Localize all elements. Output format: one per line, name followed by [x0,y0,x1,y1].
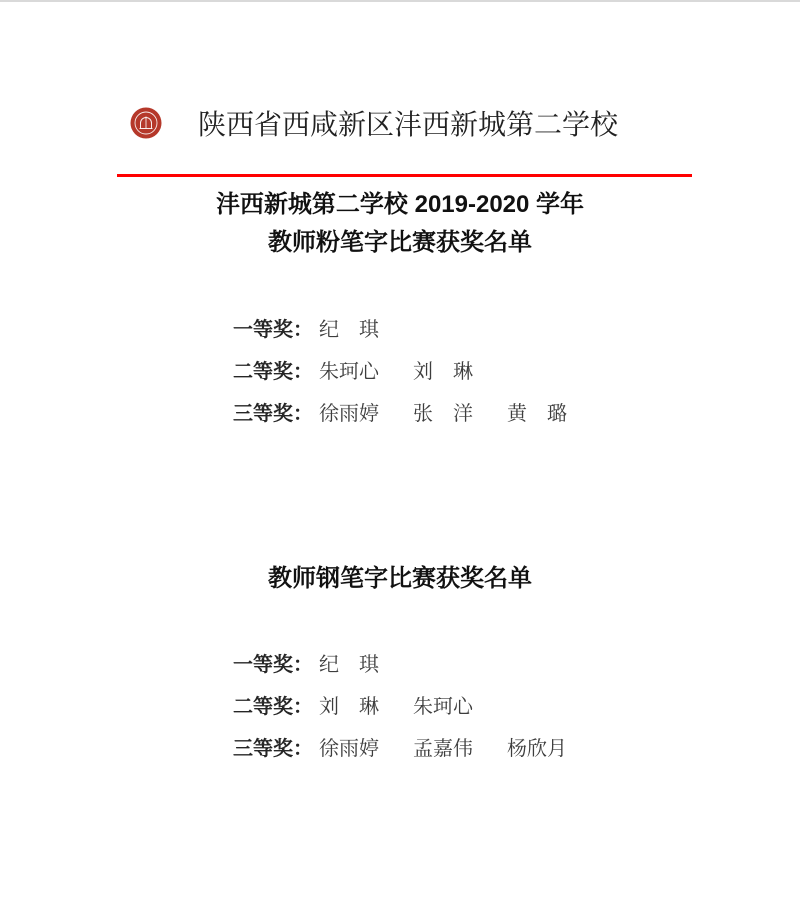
award-row [233,695,473,719]
school-name: 陕西省西咸新区沣西新城第二学校 [198,109,619,140]
award-row [233,737,567,761]
awardee-names [319,318,379,342]
section1-title-line2: 教师粉笔字比赛获奖名单 [268,229,532,256]
award-row [233,653,379,677]
award-rank-label: 三等奖： [233,738,313,760]
awardee-name: 刘 琳 [413,361,473,383]
awardee-names [319,653,379,677]
awardee-name: 纪 琪 [319,319,379,341]
header-divider [117,174,692,177]
school-seal-icon [130,107,162,139]
awardee-name: 纪 琪 [319,654,379,676]
awardee-name: 朱珂心 [319,361,379,383]
awardee-name: 孟嘉伟 [413,738,473,760]
award-row [233,402,567,426]
awardee-names [319,695,473,719]
award-rank-label: 二等奖： [233,696,313,718]
top-divider [0,0,800,2]
awardee-name: 杨欣月 [507,738,567,760]
awardee-name: 朱珂心 [413,696,473,718]
award-rank-label: 二等奖： [233,361,313,383]
section1-title-line1: 沣西新城第二学校 2019-2020 学年 [215,191,585,218]
awardee-name: 徐雨婷 [319,738,379,760]
award-rank-label: 一等奖： [233,319,313,341]
award-row [233,360,473,384]
awardee-names [319,737,567,761]
awardee-names [319,360,473,384]
award-rank-label: 一等奖： [233,654,313,676]
awardee-name: 张 洋 [413,403,473,425]
award-row [233,318,379,342]
school-seal-graphic [130,107,162,139]
awardee-names [319,402,567,426]
awardee-name: 刘 琳 [319,696,379,718]
award-rank-label: 三等奖： [233,403,313,425]
awardee-name: 徐雨婷 [319,403,379,425]
awardee-name: 黄 璐 [507,403,567,425]
section2-title: 教师钢笔字比赛获奖名单 [268,565,532,592]
